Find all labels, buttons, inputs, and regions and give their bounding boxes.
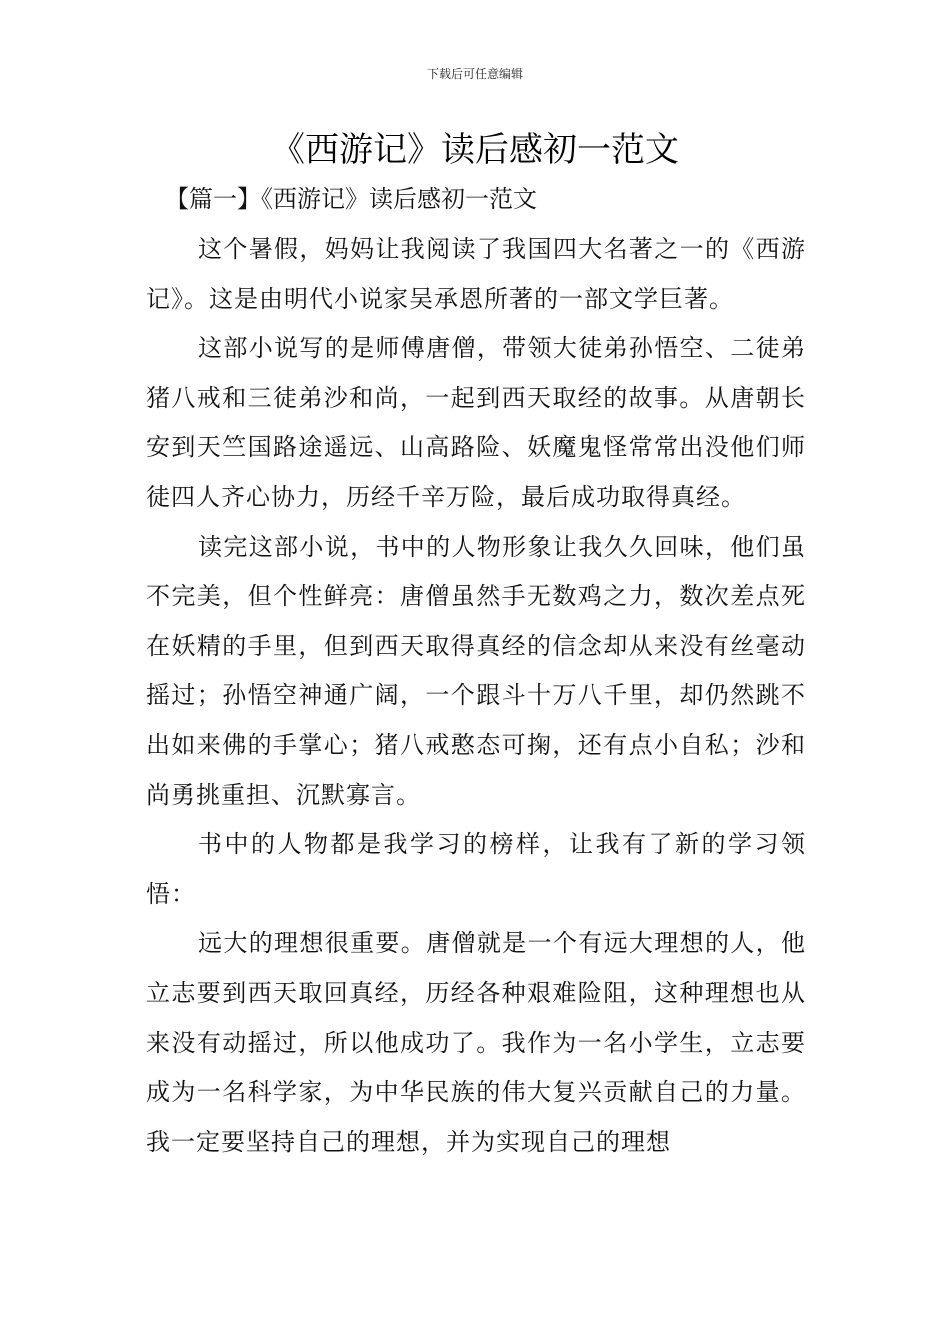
header-note: 下载后可任意编辑 <box>426 67 523 81</box>
paragraph-3: 读完这部小说，书中的人物形象让我久久回味，他们虽不完美，但个性鲜亮：唐僧虽然手无数鸡之力，数次差点死在妖精的手里，但到西天取得真经的信念却从来没有丝毫动摇过；孙悟空神通广阔，一个跟斗十万八千里，却仍然跳不出如来佛的手掌心；猪八戒憨态可掬，还有点小自私；沙和尚勇挑重担、沉默寡言。 <box>146 532 806 809</box>
paragraph-1: 这个暑假，妈妈让我阅读了我国四大名著之一的《西游记》。这是由明代小说家吴承恩所著的一部文学巨著。 <box>146 235 806 313</box>
document-body <box>146 225 806 1167</box>
paragraph-5: 远大的理想很重要。唐僧就是一个有远大理想的人，他立志要到西天取回真经，历经各种艰难险阻，这种理想也从来没有动摇过，所以他成功了。我作为一名小学生，立志要成为一名科学家，为中华民族的伟大复兴贡献自己的力量。我一定要坚持自己的理想，并为实现自己的理想 <box>146 929 806 1156</box>
section-heading: 【篇一】《西游记》读后感初一范文 <box>165 185 537 213</box>
paragraph-4: 书中的人物都是我学习的榜样，让我有了新的学习领悟： <box>146 830 806 908</box>
paragraph-2: 这部小说写的是师傅唐僧，带领大徒弟孙悟空、二徒弟猪八戒和三徒弟沙和尚，一起到西天取经的故事。从唐朝长安到天竺国路途遥远、山高路险、妖魔鬼怪常常出没他们师徒四人齐心协力，历经千辛万险，最后成功取得真经。 <box>146 334 806 511</box>
document-title: 《西游记》读后感初一范文 <box>271 130 679 170</box>
